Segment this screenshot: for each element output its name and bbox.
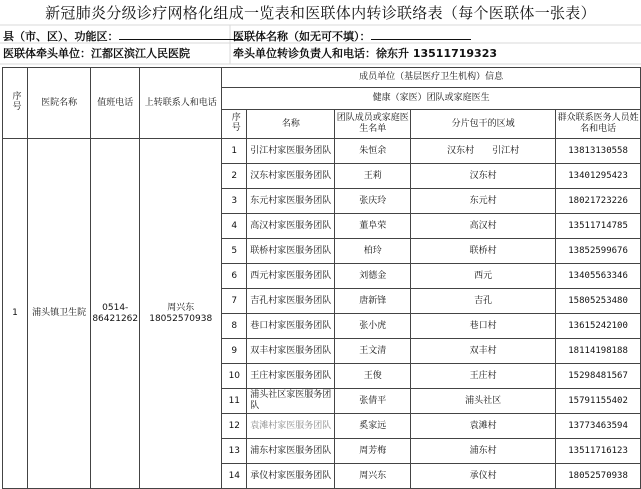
row-seq: 4: [222, 214, 247, 239]
row-seq: 10: [222, 364, 247, 389]
row-area: 王庄村: [411, 364, 556, 389]
header-team-leader: 团队成员或家庭医生名单: [335, 110, 411, 139]
header-contact-person: 群众联系医务人员姓名和电话: [556, 110, 641, 139]
row-team-leader: 张倩平: [335, 389, 411, 414]
row-team-name: 东元村家医服务团队: [247, 189, 335, 214]
row-team-leader: 董阜荣: [335, 214, 411, 239]
row-area: 袁滩村: [411, 414, 556, 439]
row-phone: 15805253480: [556, 289, 641, 314]
header-team-name: 名称: [247, 110, 335, 139]
row-team-name: 双丰村家医服务团队: [247, 339, 335, 364]
row-seq: 7: [222, 289, 247, 314]
header-member-units: 成员单位（基层医疗卫生机构）信息: [222, 68, 641, 88]
row-phone: 13773463594: [556, 414, 641, 439]
row-seq: 13: [222, 439, 247, 464]
row-seq: 2: [222, 164, 247, 189]
row-phone: 18114198188: [556, 339, 641, 364]
alliance-name-blank: [371, 27, 471, 40]
row-seq: 12: [222, 414, 247, 439]
row-phone: 13615242100: [556, 314, 641, 339]
row-area: 吉孔: [411, 289, 556, 314]
row-team-name: 吉孔村家医服务团队: [247, 289, 335, 314]
header-seq: 序号: [3, 68, 28, 139]
alliance-name-label: 医联体名称（如无可不填）：: [233, 30, 371, 43]
hospital-seq: 1: [3, 139, 28, 489]
row-seq: 8: [222, 314, 247, 339]
row-team-leader: 刘德金: [335, 264, 411, 289]
row-team-name: 引江村家医服务团队: [247, 139, 335, 164]
row-seq: 11: [222, 389, 247, 414]
row-team-leader: 唐新锋: [335, 289, 411, 314]
row-team-name: 承仪村家医服务团队: [247, 464, 335, 489]
row-phone: 18021723226: [556, 189, 641, 214]
row-team-name: 西元村家医服务团队: [247, 264, 335, 289]
row-seq: 3: [222, 189, 247, 214]
header-sub-seq: 序号: [222, 110, 247, 139]
header-referral-contact: 上转联系人和电话: [140, 68, 222, 139]
county-blank: [119, 27, 243, 40]
row-team-leader: 张小虎: [335, 314, 411, 339]
lead-unit-label: 医联体牵头单位：: [3, 47, 91, 60]
row-team-leader: 柏玲: [335, 239, 411, 264]
row-area: 汉东村 引江村: [411, 139, 556, 164]
row-area: 高汉村: [411, 214, 556, 239]
hospital-name: 浦头镇卫生院: [28, 139, 91, 489]
row-area: 浦东村: [411, 439, 556, 464]
header-team-group: 健康（家医）团队或家庭医生: [222, 88, 641, 110]
lead-unit-value: 江都区滨江人民医院: [91, 47, 190, 60]
row-team-leader: 周兴东: [335, 464, 411, 489]
header-duty-phone: 值班电话: [91, 68, 140, 139]
row-team-name: 联桥村家医服务团队: [247, 239, 335, 264]
referral-contact-label: 牵头单位转诊负责人和电话：: [233, 47, 376, 60]
row-phone: 13511716123: [556, 439, 641, 464]
row-area: 双丰村: [411, 339, 556, 364]
row-phone: 15791155402: [556, 389, 641, 414]
referral-contact-field: [233, 46, 497, 62]
row-area: 东元村: [411, 189, 556, 214]
row-team-name: 汉东村家医服务团队: [247, 164, 335, 189]
header-hospital-name: 医院名称: [28, 68, 91, 139]
lead-unit-field: [3, 46, 190, 62]
row-phone: 13511714785: [556, 214, 641, 239]
row-area: 联桥村: [411, 239, 556, 264]
row-team-name: 浦头社区家医服务团队: [247, 389, 335, 414]
row-team-leader: 周芳梅: [335, 439, 411, 464]
row-seq: 9: [222, 339, 247, 364]
row-area: 西元: [411, 264, 556, 289]
row-team-name: 巷口村家医服务团队: [247, 314, 335, 339]
row-team-leader: 王文清: [335, 339, 411, 364]
hospital-referral-contact: 周兴东18052570938: [140, 139, 222, 489]
alliance-name-field: [233, 27, 471, 45]
row-phone: 15298481567: [556, 364, 641, 389]
row-area: 汉东村: [411, 164, 556, 189]
row-seq: 14: [222, 464, 247, 489]
row-team-name: 浦东村家医服务团队: [247, 439, 335, 464]
referral-contact-value: 徐东升 13511719323: [376, 47, 498, 60]
row-area: 巷口村: [411, 314, 556, 339]
row-team-name: 袁滩村家医服务团队: [247, 414, 335, 439]
row-phone: 18052570938: [556, 464, 641, 489]
row-phone: 13813130558: [556, 139, 641, 164]
row-team-leader: 王俊: [335, 364, 411, 389]
table-row: [3, 139, 641, 164]
document-title: 新冠肺炎分级诊疗网格化组成一览表和医联体内转诊联络表（每个医联体一张表）: [45, 4, 596, 22]
row-phone: 13405563346: [556, 264, 641, 289]
row-team-leader: 王莉: [335, 164, 411, 189]
row-team-name: 高汉村家医服务团队: [247, 214, 335, 239]
row-phone: 13852599676: [556, 239, 641, 264]
row-phone: 13401295423: [556, 164, 641, 189]
row-seq: 6: [222, 264, 247, 289]
row-area: 承仪村: [411, 464, 556, 489]
roster-table: [2, 67, 641, 489]
header-area: 分片包干的区域: [411, 110, 556, 139]
row-seq: 5: [222, 239, 247, 264]
row-team-name: 王庄村家医服务团队: [247, 364, 335, 389]
county-field: [3, 27, 243, 45]
row-seq: 1: [222, 139, 247, 164]
row-team-leader: 朱恒余: [335, 139, 411, 164]
row-team-leader: 奚家远: [335, 414, 411, 439]
row-area: 浦头社区: [411, 389, 556, 414]
county-label: 县（市、区）、功能区：: [3, 30, 119, 43]
hospital-duty-phone: 0514-86421262: [91, 139, 140, 489]
row-team-leader: 张庆玲: [335, 189, 411, 214]
